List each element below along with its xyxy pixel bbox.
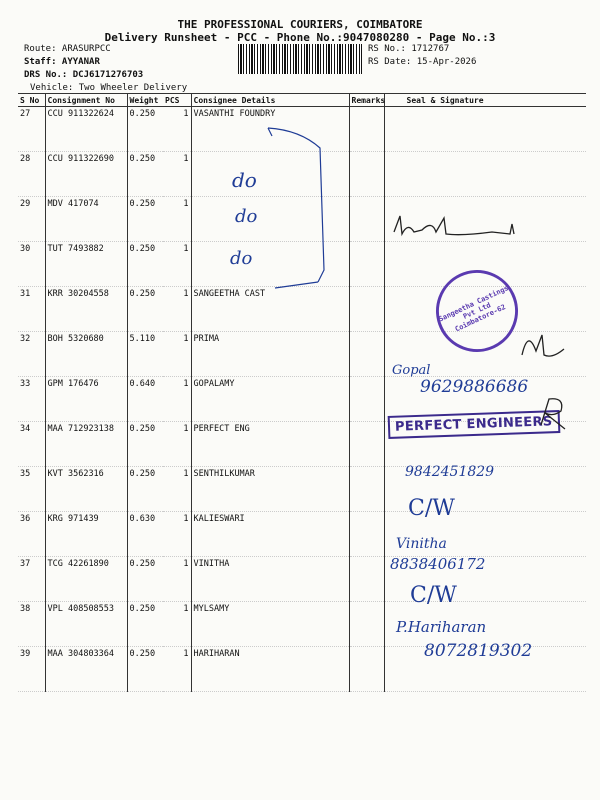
cell-consignee: VASANTHI FOUNDRY [191, 107, 349, 152]
cell-pcs: 1 [163, 242, 191, 287]
table-row [18, 467, 586, 512]
cell-pcs: 1 [163, 467, 191, 512]
cell-pcs: 1 [163, 422, 191, 467]
cell-weight: 0.250 [127, 467, 163, 512]
staff-label: Staff: AYYANAR [24, 57, 100, 67]
cell-weight: 0.250 [127, 647, 163, 692]
cell-remarks [349, 557, 384, 602]
cell-sno: 39 [18, 647, 45, 692]
cell-sno: 31 [18, 287, 45, 332]
col-consignee: Consignee Details [191, 94, 349, 107]
cell-pcs: 1 [163, 197, 191, 242]
cell-remarks [349, 242, 384, 287]
cell-weight: 0.250 [127, 557, 163, 602]
ditto-mark-3: do [230, 248, 253, 269]
cell-sno: 32 [18, 332, 45, 377]
cell-pcs: 1 [163, 512, 191, 557]
cell-consignment: KRG 971439 [45, 512, 127, 557]
cell-consignment: KVT 3562316 [45, 467, 127, 512]
cell-weight: 0.250 [127, 242, 163, 287]
cell-remarks [349, 422, 384, 467]
cell-sno: 33 [18, 377, 45, 422]
cell-pcs: 1 [163, 557, 191, 602]
rs-date: RS Date: 15-Apr-2026 [368, 57, 477, 67]
cell-consignment: CCU 911322690 [45, 152, 127, 197]
cell-remarks [349, 602, 384, 647]
cell-consignment: MDV 417074 [45, 197, 127, 242]
signature-32 [518, 325, 568, 365]
cell-sno: 37 [18, 557, 45, 602]
ditto-mark-1: do [232, 168, 257, 192]
col-sno: S No [18, 94, 45, 107]
col-weight: Weight [127, 94, 163, 107]
ditto-mark-2: do [235, 206, 258, 227]
col-seal: Seal & Signature [384, 94, 586, 107]
cell-pcs: 1 [163, 647, 191, 692]
cell-weight: 0.250 [127, 197, 163, 242]
cell-sno: 27 [18, 107, 45, 152]
cell-consignee: GOPALAMY [191, 377, 349, 422]
receiver-name-37: Vinitha [396, 536, 447, 552]
table-header-row [18, 94, 586, 107]
cell-remarks [349, 152, 384, 197]
cell-pcs: 1 [163, 602, 191, 647]
company-title: THE PROFESSIONAL COURIERS, COIMBATORE [177, 18, 423, 31]
col-remarks: Remarks [349, 94, 384, 107]
cell-sno: 35 [18, 467, 45, 512]
vehicle-label: Vehicle: Two Wheeler Delivery [30, 83, 188, 93]
cell-consignment: KRR 30204558 [45, 287, 127, 332]
rs-number: RS No.: 1712767 [368, 44, 450, 54]
cell-consignee: SENTHILKUMAR [191, 467, 349, 512]
phone-37: 8838406172 [390, 555, 486, 573]
barcode [238, 44, 362, 74]
cell-consignee: PERFECT ENG [191, 422, 349, 467]
cell-weight: 5.110 [127, 332, 163, 377]
cell-sno: 38 [18, 602, 45, 647]
cell-consignment: BOH 5320680 [45, 332, 127, 377]
cell-consignee: PRIMA [191, 332, 349, 377]
runsheet-subtitle: Delivery Runsheet - PCC - Phone No.:9047080280 - Page No.:3 [104, 31, 496, 44]
cell-pcs: 1 [163, 152, 191, 197]
cell-consignee: KALIESWARI [191, 512, 349, 557]
cell-remarks [349, 467, 384, 512]
cell-sno: 30 [18, 242, 45, 287]
receiver-name-39: P.Hariharan [396, 618, 487, 636]
perfect-engineers-stamp: PERFECT ENGINEERS [388, 410, 560, 439]
cell-consignment: GPM 176476 [45, 377, 127, 422]
cell-pcs: 1 [163, 332, 191, 377]
cell-weight: 0.640 [127, 377, 163, 422]
cell-sno: 29 [18, 197, 45, 242]
col-consignment: Consignment No [45, 94, 127, 107]
cell-consignee: MYLSAMY [191, 602, 349, 647]
cell-consignment: CCU 911322624 [45, 107, 127, 152]
cell-consignment: TUT 7493882 [45, 242, 127, 287]
table-row [18, 512, 586, 557]
col-pcs: PCS [163, 94, 191, 107]
route-label: Route: ARASURPCC [24, 44, 111, 54]
cell-remarks [349, 197, 384, 242]
ditto-bracket [200, 110, 340, 290]
sangeetha-seal: Sangeetha Castings Pvt Ltd Coimbatore-62 [423, 257, 532, 366]
cell-sno: 36 [18, 512, 45, 557]
cell-weight: 0.250 [127, 602, 163, 647]
cell-weight: 0.250 [127, 107, 163, 152]
cell-remarks [349, 107, 384, 152]
drs-number: DRS No.: DCJ6171276703 [24, 70, 144, 80]
cell-remarks [349, 647, 384, 692]
cell-weight: 0.250 [127, 152, 163, 197]
receiver-name-33: Gopal [392, 363, 431, 378]
signature-34 [535, 395, 575, 435]
cell-seal [384, 107, 586, 152]
cell-sno: 34 [18, 422, 45, 467]
signature-30 [392, 212, 532, 242]
cw-38: C/W [410, 583, 457, 608]
phone-39: 8072819302 [424, 641, 533, 661]
phone-33: 9629886686 [420, 377, 529, 397]
cell-weight: 0.630 [127, 512, 163, 557]
cell-consignee: SANGEETHA CAST [191, 287, 349, 332]
phone-35: 9842451829 [405, 464, 495, 480]
cell-remarks [349, 287, 384, 332]
table-row [18, 557, 586, 602]
cell-pcs: 1 [163, 287, 191, 332]
table-row [18, 602, 586, 647]
cell-remarks [349, 377, 384, 422]
cell-remarks [349, 332, 384, 377]
cell-consignee: HARIHARAN [191, 647, 349, 692]
cell-weight: 0.250 [127, 422, 163, 467]
cell-weight: 0.250 [127, 287, 163, 332]
cell-consignment: MAA 304803364 [45, 647, 127, 692]
cell-remarks [349, 512, 384, 557]
cell-pcs: 1 [163, 377, 191, 422]
cell-seal [384, 152, 586, 197]
cell-sno: 28 [18, 152, 45, 197]
cell-consignment: MAA 712923138 [45, 422, 127, 467]
cw-36: C/W [408, 496, 455, 521]
cell-pcs: 1 [163, 107, 191, 152]
cell-consignment: TCG 42261890 [45, 557, 127, 602]
cell-consignment: VPL 408508553 [45, 602, 127, 647]
cell-consignee: VINITHA [191, 557, 349, 602]
